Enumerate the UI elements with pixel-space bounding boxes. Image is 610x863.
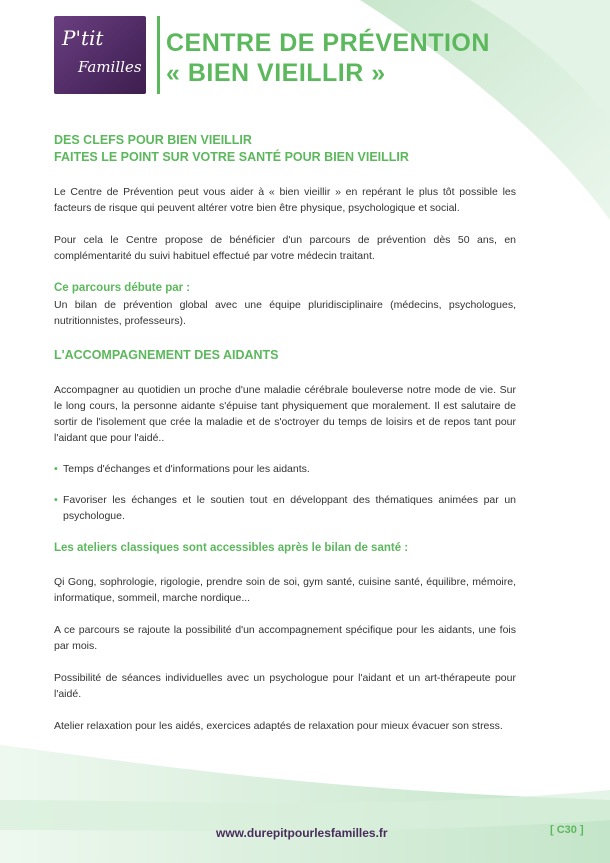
page-number: [ C30 ] (550, 824, 584, 836)
bullet-icon: • (54, 463, 58, 475)
section1-paragraph: Un bilan de prévention global avec une équipe pluridisciplinaire (médecins, psychologues, nutritionnistes, professeurs). (54, 299, 516, 327)
list-item (54, 461, 516, 477)
page-title (166, 28, 490, 88)
section2-paragraph: Possibilité de séances individuelles avec un psychologue pour l'aidant et un art-thérapeute pour l'aidé. (54, 672, 516, 700)
logo-text-line2: Familles (78, 58, 142, 76)
section1-heading-line2: FAITES LE POINT SUR VOTRE SANTÉ POUR BIEN VIEILLIR (54, 150, 409, 164)
section2-paragraph: Atelier relaxation pour les aidés, exercices adaptés de relaxation pour mieux évacuer son stress. (54, 720, 503, 732)
logo-text-line1: P'tit (62, 26, 104, 50)
list-item-text: Temps d'échanges et d'informations pour les aidants. (63, 463, 310, 475)
logo (54, 16, 146, 94)
footer-website-link[interactable]: www.durepitpourlesfamilles.fr (216, 826, 388, 840)
list-item-text: Favoriser les échanges et le soutien tout en développant des thématiques animées par un psychologue. (63, 494, 516, 522)
page-title-line2: « BIEN VIEILLIR » (166, 59, 386, 87)
section1-heading-line1: DES CLEFS POUR BIEN VIEILLIR (54, 133, 252, 147)
section2-paragraph: Accompagner au quotidien un proche d'une maladie cérébrale bouleverse notre mode de vie. Sur le long cours, la personne aidante s'épuise tant physiquement que moralement. Il est salutaire de sortir de l'isolement que crée la maladie et de s'octroyer du temps de loisirs et de repos tant pour l'aidant que pour l'aidé.. (54, 384, 516, 444)
bullet-icon: • (54, 494, 58, 506)
page-title-line1: CENTRE DE PRÉVENTION (166, 29, 490, 57)
section1-subheading: Ce parcours débute par : (54, 282, 191, 294)
header-divider (157, 16, 160, 94)
section1-paragraph: Le Centre de Prévention peut vous aider à « bien vieillir » en repérant le plus tôt possible les facteurs de risque qui peuvent altérer votre bien être physique, psychologique et social. (54, 186, 516, 214)
list-item (54, 492, 516, 524)
section2-subheading: Les ateliers classiques sont accessibles après le bilan de santé : (54, 542, 409, 554)
section1-paragraph: Pour cela le Centre propose de bénéficier d'un parcours de prévention dès 50 ans, en complémentarité du suivi habituel effectué par votre médecin traitant. (54, 234, 516, 262)
section2-heading: L'ACCOMPAGNEMENT DES AIDANTS (54, 348, 279, 362)
section2-paragraph: Qi Gong, sophrologie, rigologie, prendre soin de soi, gym santé, cuisine santé, équilibre, mémoire, informatique, sommeil, marche nordique... (54, 576, 516, 604)
main-content (54, 128, 516, 734)
section2-paragraph: A ce parcours se rajoute la possibilité d'un accompagnement spécifique pour les aidants, une fois par mois. (54, 624, 516, 652)
section1-heading (54, 132, 516, 166)
